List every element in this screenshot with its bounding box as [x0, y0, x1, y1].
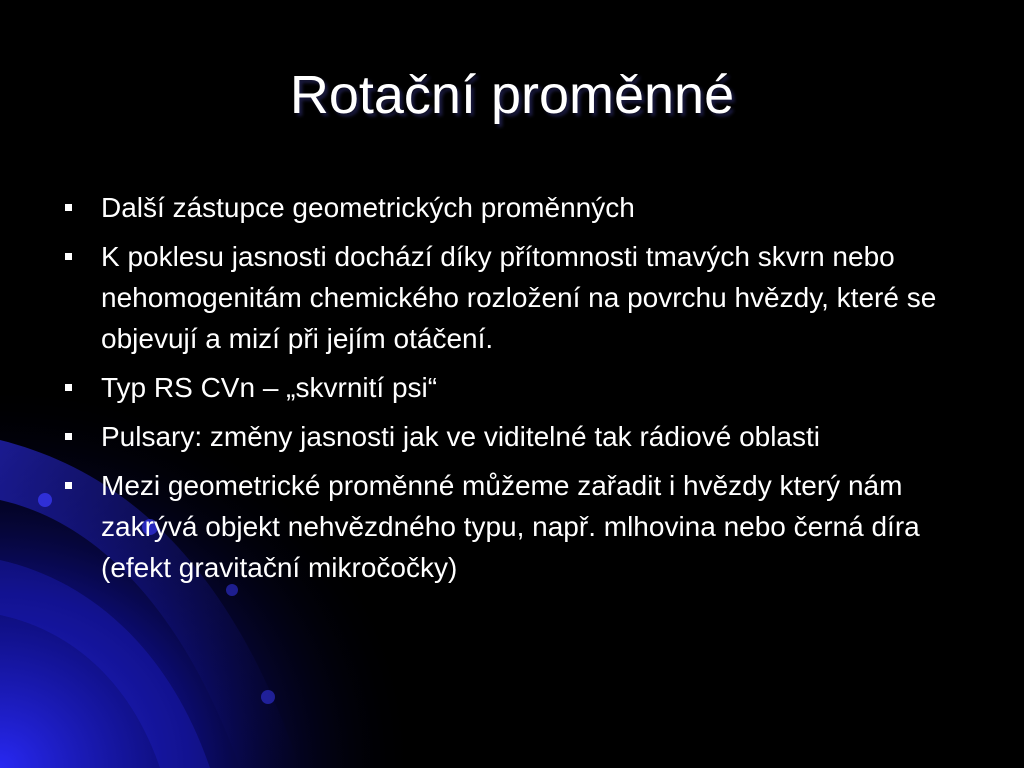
bullet-item: [62, 465, 952, 588]
square-bullet-icon: [65, 482, 72, 489]
bullet-list: [62, 187, 952, 596]
bullet-text: K poklesu jasnosti dochází díky přítomnosti tmavých skvrn nebo nehomogenitám chemického rozložení na povrchu hvězdy, které se objevují a mizí při jejím otáčení.: [101, 241, 937, 354]
bullet-text: Mezi geometrické proměnné můžeme zařadit i hvězdy který nám zakrývá objekt nehvězdného typu, např. mlhovina nebo černá díra (efekt gravitační mikročočky): [101, 470, 920, 583]
bullet-item: [62, 416, 952, 457]
square-bullet-icon: [65, 384, 72, 391]
square-bullet-icon: [65, 204, 72, 211]
square-bullet-icon: [65, 253, 72, 260]
bullet-item: [62, 367, 952, 408]
bullet-item: [62, 236, 952, 359]
bullet-text: Typ RS CVn – „skvrnití psi“: [101, 372, 438, 403]
bullet-item: [62, 187, 952, 228]
square-bullet-icon: [65, 433, 72, 440]
bullet-text: Pulsary: změny jasnosti jak ve viditelné tak rádiové oblasti: [101, 421, 821, 452]
glow-dot-4: [261, 690, 275, 704]
bullet-text: Další zástupce geometrických proměnných: [101, 192, 635, 223]
slide-title: Rotační proměnné: [289, 65, 735, 125]
glow-dot-1: [38, 493, 52, 507]
